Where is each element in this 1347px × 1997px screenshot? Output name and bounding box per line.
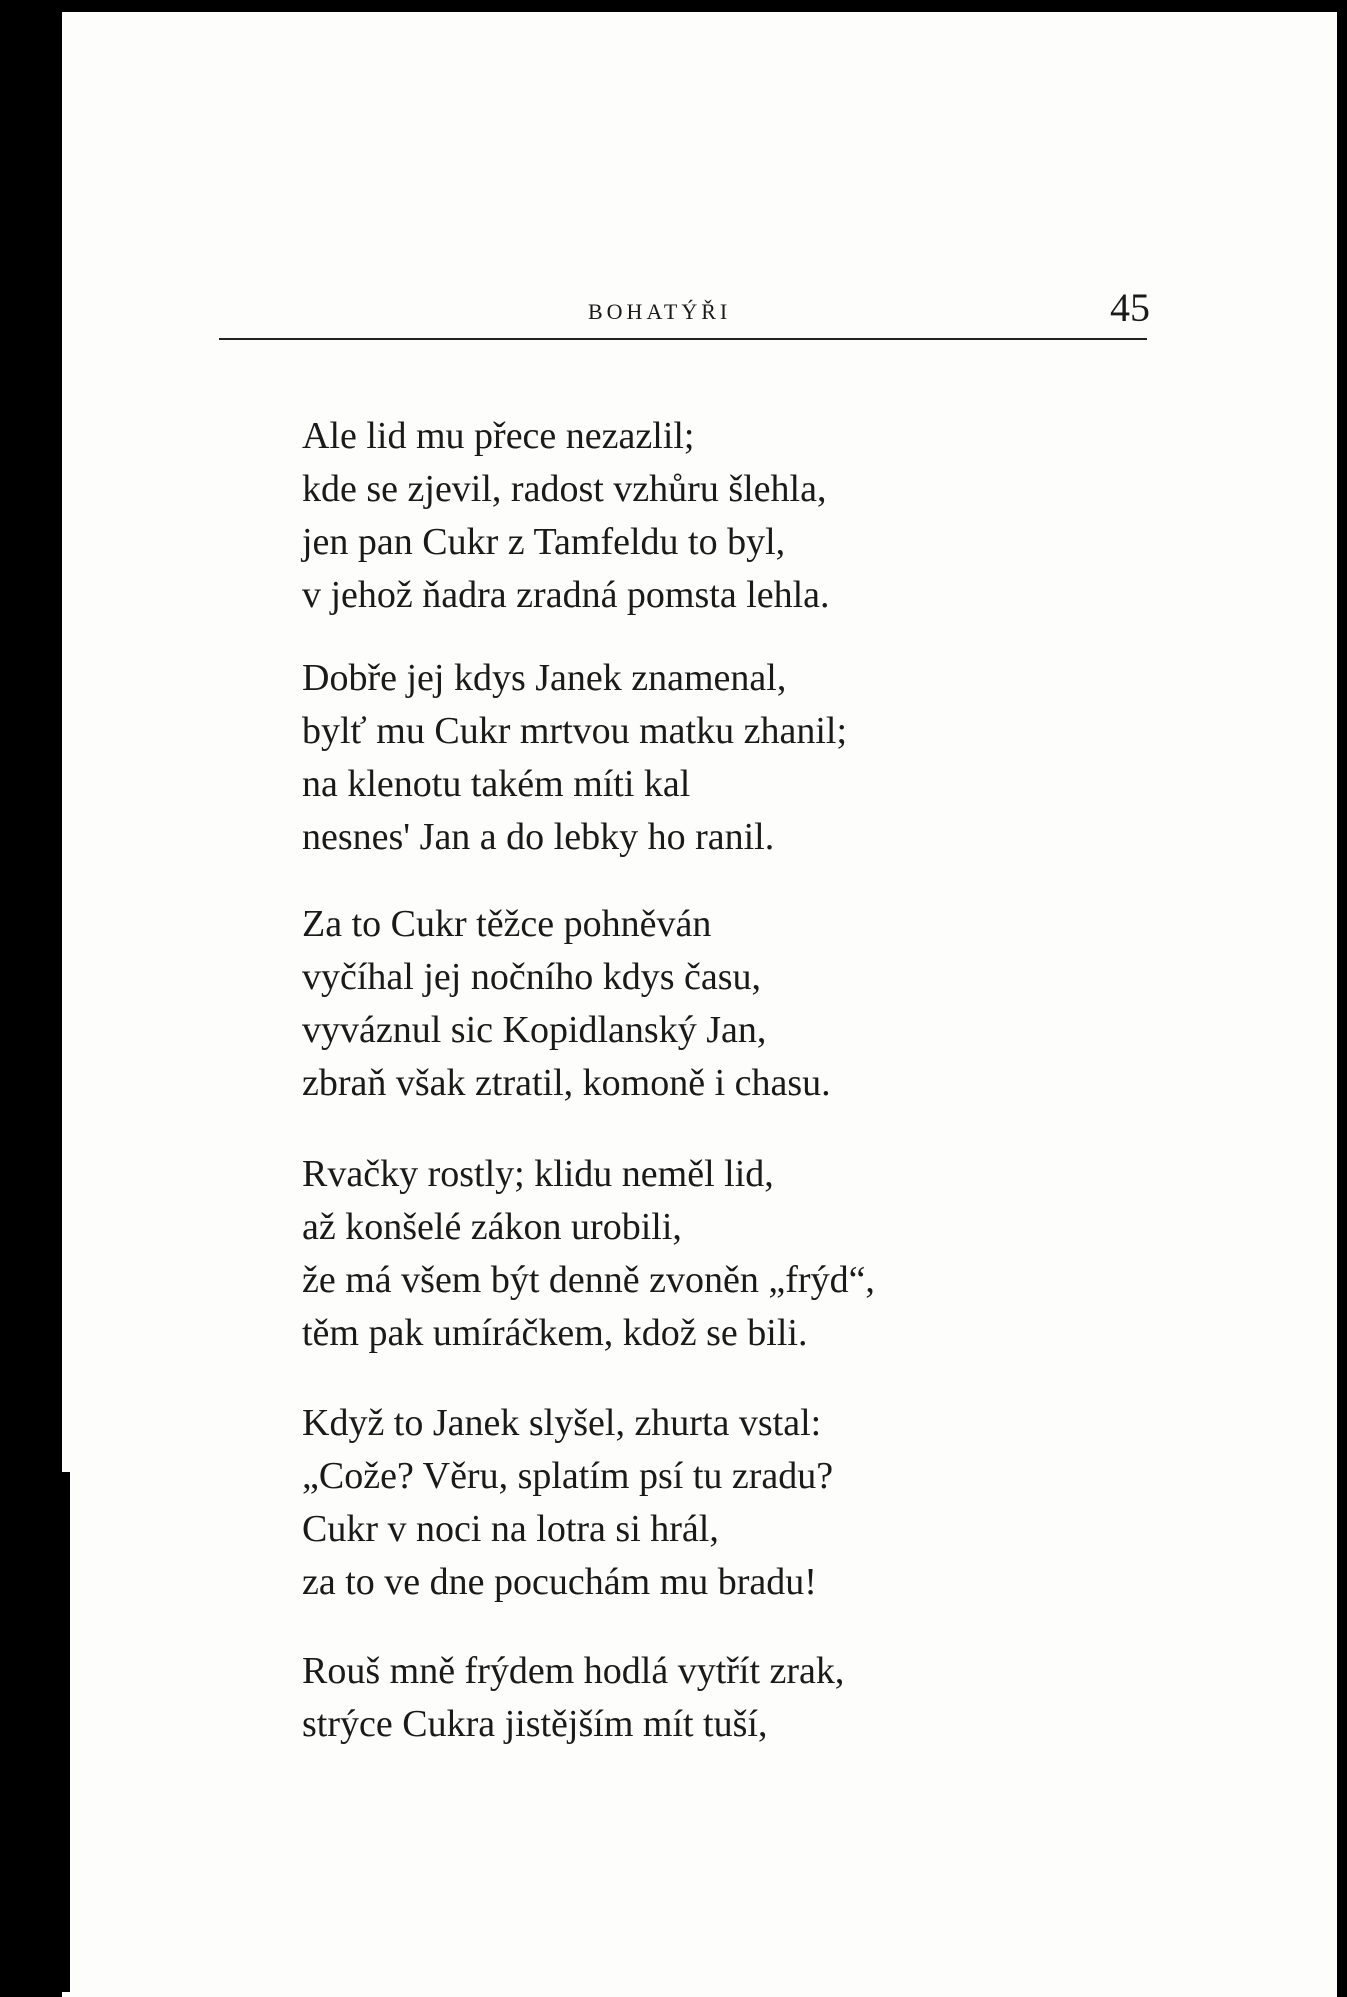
- running-title: BOHATÝŘI: [588, 299, 732, 324]
- header-rule: [219, 338, 1147, 340]
- poem-line: jen pan Cukr z Tamfeldu to byl,: [302, 521, 786, 563]
- poem-line: v jehož ňadra zradná pomsta lehla.: [302, 574, 830, 616]
- stanza-6: [302, 1645, 844, 1751]
- poem-line: že má všem být denně zvoněn „frýd“,: [302, 1259, 875, 1301]
- book-page: [62, 12, 1337, 1997]
- poem-line: strýce Cukra jistějším mít tuší,: [302, 1703, 768, 1745]
- poem-line: těm pak umíráčkem, kdož se bili.: [302, 1312, 808, 1354]
- stanza-1: [302, 410, 830, 622]
- poem-line: Dobře jej kdys Janek znamenal,: [302, 657, 787, 699]
- stanza-3: [302, 898, 831, 1110]
- binding-edge-shadow: [62, 1472, 70, 1992]
- poem-line: Za to Cukr těžce pohněván: [302, 903, 712, 945]
- poem-line: až konšelé zákon urobili,: [302, 1206, 682, 1248]
- poem-line: za to ve dne pocuchám mu bradu!: [302, 1561, 817, 1603]
- poem-line: kde se zjevil, radost vzhůru šlehla,: [302, 468, 827, 510]
- poem-line: nesnes' Jan a do lebky ho ranil.: [302, 816, 775, 858]
- poem-line: na klenotu takém míti kal: [302, 763, 691, 805]
- poem-line: vyváznul sic Kopidlanský Jan,: [302, 1009, 767, 1051]
- poem-line: bylť mu Cukr mrtvou matku zhanil;: [302, 710, 848, 752]
- stanza-2: [302, 652, 847, 864]
- poem-line: „Cože? Věru, splatím psí tu zradu?: [302, 1455, 834, 1497]
- poem-line: Ale lid mu přece nezazlil;: [302, 415, 695, 457]
- page-number: 45: [1110, 285, 1150, 330]
- stanza-4: [302, 1148, 875, 1360]
- poem-line: Cukr v noci na lotra si hrál,: [302, 1508, 719, 1550]
- poem-line: zbraň však ztratil, komoně i chasu.: [302, 1062, 831, 1104]
- poem-line: Rvačky rostly; klidu neměl lid,: [302, 1153, 774, 1195]
- poem-line: Rouš mně frýdem hodlá vytřít zrak,: [302, 1650, 845, 1692]
- stanza-5: [302, 1397, 833, 1609]
- poem-line: vyčíhal jej nočního kdys času,: [302, 956, 762, 998]
- poem-line: Když to Janek slyšel, zhurta vstal:: [302, 1402, 822, 1444]
